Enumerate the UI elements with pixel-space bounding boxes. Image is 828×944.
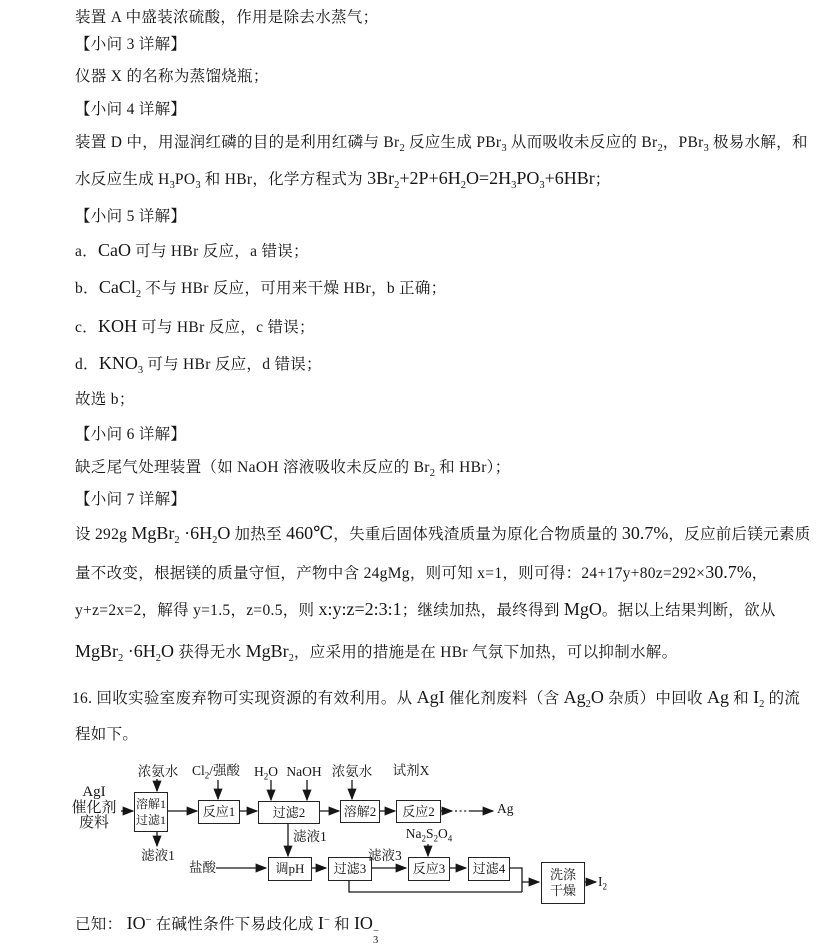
heading-subquestion-5: 【小问 5 详解】 [75,208,187,225]
flow-connector [508,868,522,892]
label-hydrochloric-acid: 盐酸 [189,860,216,875]
line-calc-1: 设 292g MgBr$_2$ $\cdot 6H_2O$ 加热至 460℃，失重后固体残渣质量为原化合物质量的 30.7%，反应前后镁元素质 [75,523,811,547]
line-question-16: 16. 回收实验室废弃物可实现资源的有效利用。从 AgI 催化剂废料（含 $Ag_2O$ 杂质）中回收 Ag 和 $I_2$ 的流 [72,687,801,711]
line-tail-gas: 缺乏尾气处理装置（如 NaOH 溶液吸收未反应的 $Br_2$ 和 HBr）； [75,459,511,480]
heading-subquestion-3: 【小问 3 详解】 [75,36,187,53]
box-reaction1: 反应1 [198,800,240,824]
label-na2s2o4: $Na_2S_2O_4$ [405,826,453,844]
line-option-c: c．KOH 可与 HBr 反应，c 错误； [75,316,315,336]
label-filtrate1-down: 滤液1 [141,848,175,863]
feed-label-agi-catalyst-waste: AgI 催化剂 废料 [71,784,117,831]
box-dissolve2: 溶解2 [340,800,380,823]
line-option-d: d．$KNO_3$ 可与 HBr 反应，d 错误； [75,353,322,377]
box-wash-dry: 洗涤 干燥 [541,862,585,904]
line-answer: 故选 b； [75,391,135,408]
box-filter4: 过滤4 [468,857,510,881]
label-ammonia-2: 浓氨水 [331,764,373,779]
heading-subquestion-6: 【小问 6 详解】 [75,426,187,443]
line-option-a: a．CaO 可与 HBr 反应，a 错误； [75,240,309,260]
line-equation: 水反应生成 $H_3PO_3$ 和 HBr，化学方程式为 $3Br_2+2P+6H_2O=2H_3PO_3+6HBr$； [75,168,611,192]
label-naoh: NaOH [286,764,322,779]
line-calc-2: 量不改变，根据镁的质量守恒，产物中含 24gMg，则可知 x=1，则可得：24+17y+80z=292×30.7%， [75,562,768,582]
box-filter3: 过滤3 [328,857,372,881]
line-option-b: b．CaCl$_2$ 不与 HBr 反应，可用来干燥 HBr，b 正确； [75,277,447,301]
box-adjust-ph: 调pH [268,857,312,881]
box-reaction2: 反应2 [396,800,441,823]
box-dissolve1-filter1: 溶解1 过滤1 [134,792,168,832]
box-reaction3: 反应3 [408,857,450,881]
label-ammonia-1: 浓氨水 [137,764,179,779]
line-known-note: 已知： IO− 在碱性条件下易歧化成 I− 和 IO − 3 [75,913,379,944]
line-device-a: 装置 A 中盛装浓硫酸，作用是除去水蒸气； [75,9,379,26]
label-product-silver: Ag [497,801,514,816]
label-reagent-x: 试剂X [392,763,430,778]
heading-subquestion-4: 【小问 4 详解】 [75,101,187,118]
flowchart-arrows [0,756,828,926]
line-device-d: 装置 D 中，用湿润红磷的目的是利用红磷与 $Br_2$ 反应生成 PBr$_3$ 从而吸收未反应的 $Br_2$，PBr$_3$ 极易水解，和 [75,134,808,155]
line-question-16-cont: 程如下。 [75,726,139,743]
line-calc-4: MgBr$_2$ $\cdot 6H_2O$ 获得无水 MgBr$_2$，应采用的措施是在 HBr 气氛下加热，可以抑制水解。 [75,641,678,665]
line-calc-3: y+z=2x=2，解得 y=1.5，z=0.5，则 x:y:z=2:3:1；继续加热，最终得到 MgO。据以上结果判断，欲从 [75,599,776,619]
label-product-iodine: $I_2$ [598,874,607,892]
box-filter2: 过滤2 [258,801,320,824]
label-h2o: $H_2O$ [254,764,278,782]
process-flowchart [0,756,828,926]
label-cl2-strong-acid: $Cl_2/$强酸 [191,763,241,781]
heading-subquestion-7: 【小问 7 详解】 [75,491,187,508]
label-filtrate1-mid: 滤液1 [293,829,327,844]
line-instrument-x: 仪器 X 的名称为蒸馏烧瓶； [75,68,269,85]
label-filtrate3: 滤液3 [368,848,402,863]
